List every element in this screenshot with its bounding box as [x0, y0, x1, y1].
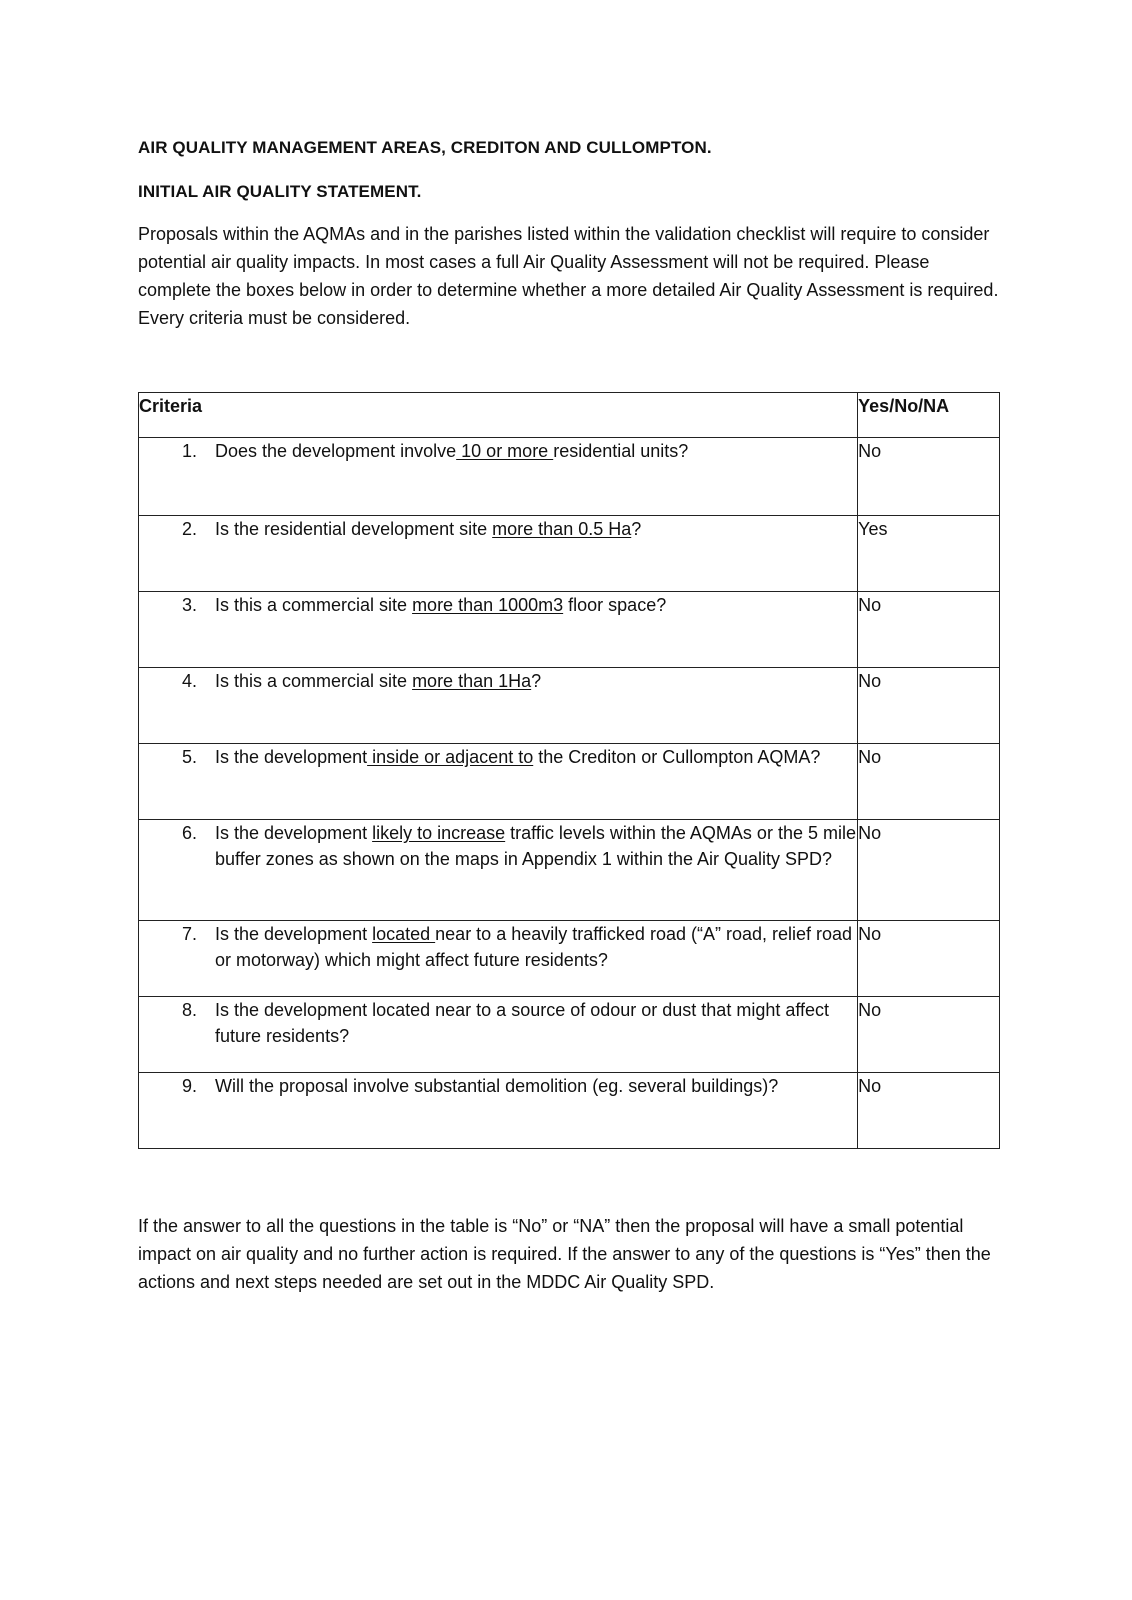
question-number: 4. — [181, 671, 197, 691]
conclusion-paragraph: If the answer to all the questions in the table is “No” or “NA” then the proposal will have a small potential impact on air quality and no further action is required. If the answer to any of the questions is “Yes” then the actions and next steps needed are set out in the MDDC Air Quality SPD. — [138, 1216, 991, 1292]
answer-cell: No — [858, 438, 1000, 516]
question-text-part: ? — [531, 671, 542, 691]
answer-cell: No — [858, 820, 1000, 921]
question-number: 1. — [181, 441, 197, 461]
intro-paragraph: Proposals within the AQMAs and in the parishes listed within the validation checklist will require to consider potential air quality impacts. In most cases a full Air Quality Assessment will not be required. Please complete the boxes below in order to determine whether a more detailed Air Quality Assessment is required. Every criteria must be considered. — [138, 224, 999, 328]
question-text — [215, 921, 857, 973]
table-row — [139, 921, 1000, 997]
table-row — [139, 668, 1000, 744]
table-row — [139, 592, 1000, 668]
answer-cell: No — [858, 668, 1000, 744]
question-text-part: Is the residential development site — [215, 519, 493, 539]
question-underlined-text: more than 0.5 Ha — [492, 519, 632, 539]
question-text-part: Is the development located near to a source of odour or dust that might affect future residents? — [215, 1000, 830, 1046]
question-number: 6. — [181, 823, 197, 843]
question-text — [215, 438, 857, 464]
table-row — [139, 1073, 1000, 1149]
question-text-part: floor space? — [563, 595, 667, 615]
criteria-column-header: Criteria — [139, 393, 858, 438]
answer-cell: No — [858, 744, 1000, 820]
answer-cell: No — [858, 1073, 1000, 1149]
question-text-part: Is the development — [215, 747, 368, 767]
question-underlined-text: 10 or more — [456, 441, 554, 461]
question-underlined-text: more than 1000m3 — [412, 595, 564, 615]
criteria-cell — [139, 744, 858, 820]
question-text-part: residential units? — [553, 441, 689, 461]
criteria-cell — [139, 438, 858, 516]
answer-cell: Yes — [858, 516, 1000, 592]
table-header-row — [139, 393, 1000, 438]
answer-column-header: Yes/No/NA — [858, 393, 1000, 438]
question-number: 5. — [181, 747, 197, 767]
question-number: 3. — [181, 595, 197, 615]
question-underlined-text: more than 1Ha — [412, 671, 532, 691]
question-text — [215, 820, 857, 872]
question-number: 8. — [181, 1000, 197, 1020]
question-text — [215, 592, 857, 618]
question-text-part: ? — [631, 519, 642, 539]
question-text-part: traffic levels within the AQMAs or the 5 mile buffer zones as shown on the maps in Appendix 1 within the Air Quality SPD? — [215, 823, 856, 869]
answer-cell: No — [858, 921, 1000, 997]
criteria-cell — [139, 997, 858, 1073]
table-row — [139, 516, 1000, 592]
question-text-part: the Crediton or Cullompton AQMA? — [533, 747, 821, 767]
criteria-cell — [139, 592, 858, 668]
table-row — [139, 820, 1000, 921]
question-text-part: near to a heavily trafficked road (“A” road, relief road or motorway) which might affect future residents? — [215, 924, 853, 970]
page-subtitle: INITIAL AIR QUALITY STATEMENT. — [138, 182, 422, 201]
table-row — [139, 744, 1000, 820]
table-row — [139, 438, 1000, 516]
criteria-cell — [139, 516, 858, 592]
question-text — [215, 997, 857, 1049]
question-underlined-text: likely to increase — [372, 823, 506, 843]
question-text — [215, 744, 857, 770]
answer-cell: No — [858, 592, 1000, 668]
question-text — [215, 516, 857, 542]
question-text-part: Is the development — [215, 924, 373, 944]
question-text-part: Is this a commercial site — [215, 671, 413, 691]
question-number: 7. — [181, 924, 197, 944]
question-text-part: Will the proposal involve substantial demolition (eg. several buildings)? — [215, 1076, 779, 1096]
criteria-cell — [139, 921, 858, 997]
answer-cell: No — [858, 997, 1000, 1073]
question-text — [215, 668, 857, 694]
criteria-cell — [139, 668, 858, 744]
question-text — [215, 1073, 857, 1099]
question-text-part: Is this a commercial site — [215, 595, 413, 615]
criteria-table — [138, 392, 1000, 1149]
question-number: 9. — [181, 1076, 197, 1096]
question-underlined-text: located — [372, 924, 436, 944]
question-number: 2. — [181, 519, 197, 539]
question-underlined-text: inside or adjacent to — [367, 747, 534, 767]
question-text-part: Does the development involve — [215, 441, 457, 461]
criteria-cell — [139, 820, 858, 921]
page-title: AIR QUALITY MANAGEMENT AREAS, CREDITON AND CULLOMPTON. — [138, 138, 712, 157]
criteria-cell — [139, 1073, 858, 1149]
table-row — [139, 997, 1000, 1073]
question-text-part: Is the development — [215, 823, 373, 843]
